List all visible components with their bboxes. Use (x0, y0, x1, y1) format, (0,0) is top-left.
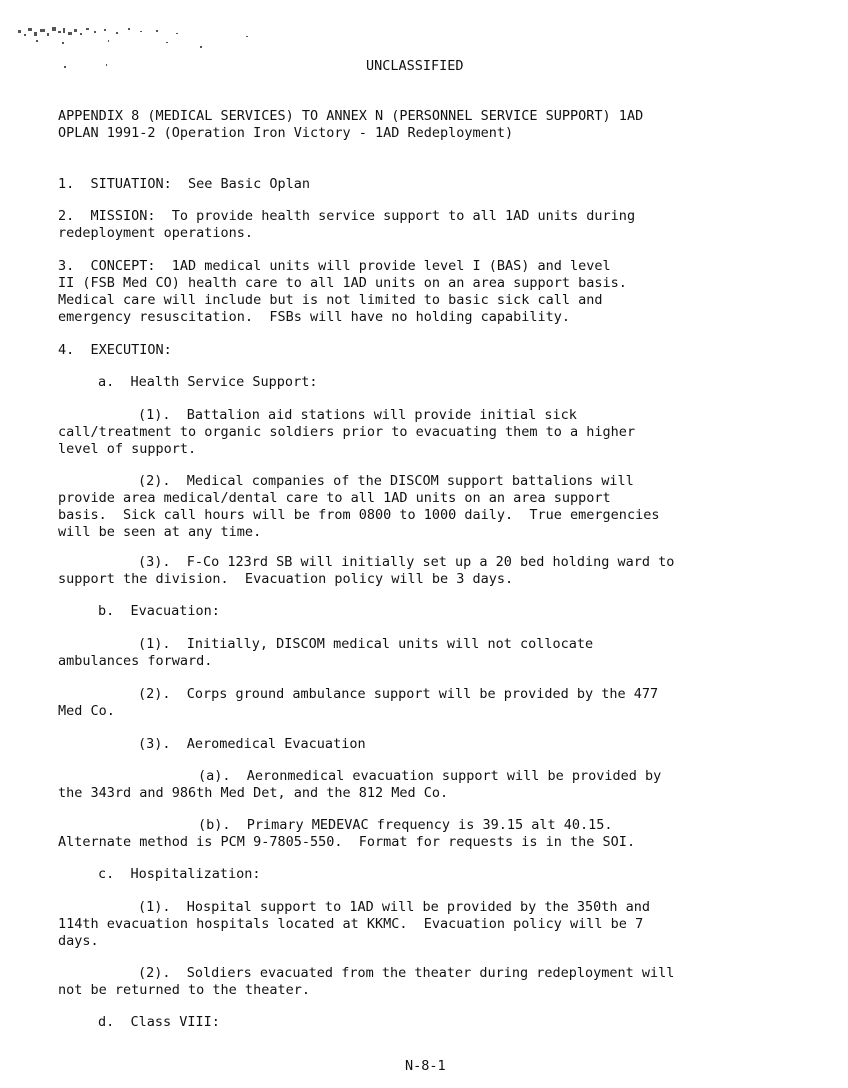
scan-noise-artifact (16, 24, 296, 74)
class-viii-heading: d. Class VIII: (98, 1014, 220, 1030)
concept-line-2: II (FSB Med CO) health care to all 1AD units on an area support basis. (58, 275, 627, 291)
hospitalization-heading: c. Hospitalization: (98, 866, 261, 882)
c2-line-1: (2). Soldiers evacuated from the theater during redeployment will (138, 965, 675, 981)
c1-line-2: 114th evacuation hospitals located at KKMC. Evacuation policy will be 7 (58, 916, 644, 932)
b1-line-2: ambulances forward. (58, 653, 213, 669)
b3a-line-1: (a). Aeronmedical evacuation support will be provided by (198, 768, 662, 784)
document-title-line-2: OPLAN 1991-2 (Operation Iron Victory - 1AD Redeployment) (58, 125, 514, 141)
a1-line-2: call/treatment to organic soldiers prior to evacuating them to a higher (58, 424, 636, 440)
b3a-line-2: the 343rd and 986th Med Det, and the 812 Med Co. (58, 785, 449, 801)
classification-marking: UNCLASSIFIED (366, 58, 464, 74)
evacuation-heading: b. Evacuation: (98, 603, 220, 619)
concept-line-1: 3. CONCEPT: 1AD medical units will provide level I (BAS) and level (58, 258, 611, 274)
b3b-line-1: (b). Primary MEDEVAC frequency is 39.15 alt 40.15. (198, 817, 613, 833)
mission-line-2: redeployment operations. (58, 225, 254, 241)
execution-heading: 4. EXECUTION: (58, 342, 172, 358)
concept-line-3: Medical care will include but is not limited to basic sick call and (58, 292, 603, 308)
b3b-line-2: Alternate method is PCM 9-7805-550. Format for requests is in the SOI. (58, 834, 636, 850)
b1-line-1: (1). Initially, DISCOM medical units will not collocate (138, 636, 594, 652)
aeromedical-evacuation-heading: (3). Aeromedical Evacuation (138, 736, 366, 752)
concept-line-4: emergency resuscitation. FSBs will have no holding capability. (58, 309, 571, 325)
a1-line-1: (1). Battalion aid stations will provide initial sick (138, 407, 577, 423)
a3-line-1: (3). F-Co 123rd SB will initially set up a 20 bed holding ward to (138, 554, 675, 570)
a3-line-2: support the division. Evacuation policy will be 3 days. (58, 571, 514, 587)
c1-line-1: (1). Hospital support to 1AD will be provided by the 350th and (138, 899, 651, 915)
b2-line-1: (2). Corps ground ambulance support will be provided by the 477 (138, 686, 659, 702)
a2-line-1: (2). Medical companies of the DISCOM support battalions will (138, 473, 634, 489)
a2-line-3: basis. Sick call hours will be from 0800 to 1000 daily. True emergencies (58, 507, 660, 523)
c1-line-3: days. (58, 933, 99, 949)
a2-line-2: provide area medical/dental care to all 1AD units on an area support (58, 490, 611, 506)
page-number: N-8-1 (405, 1058, 446, 1074)
situation-paragraph: 1. SITUATION: See Basic Oplan (58, 176, 310, 192)
c2-line-2: not be returned to the theater. (58, 982, 310, 998)
a1-line-3: level of support. (58, 441, 197, 457)
mission-line-1: 2. MISSION: To provide health service support to all 1AD units during (58, 208, 636, 224)
b2-line-2: Med Co. (58, 703, 115, 719)
health-service-support-heading: a. Health Service Support: (98, 374, 318, 390)
document-title-line-1: APPENDIX 8 (MEDICAL SERVICES) TO ANNEX N (PERSONNEL SERVICE SUPPORT) 1AD (58, 108, 644, 124)
a2-line-4: will be seen at any time. (58, 524, 262, 540)
